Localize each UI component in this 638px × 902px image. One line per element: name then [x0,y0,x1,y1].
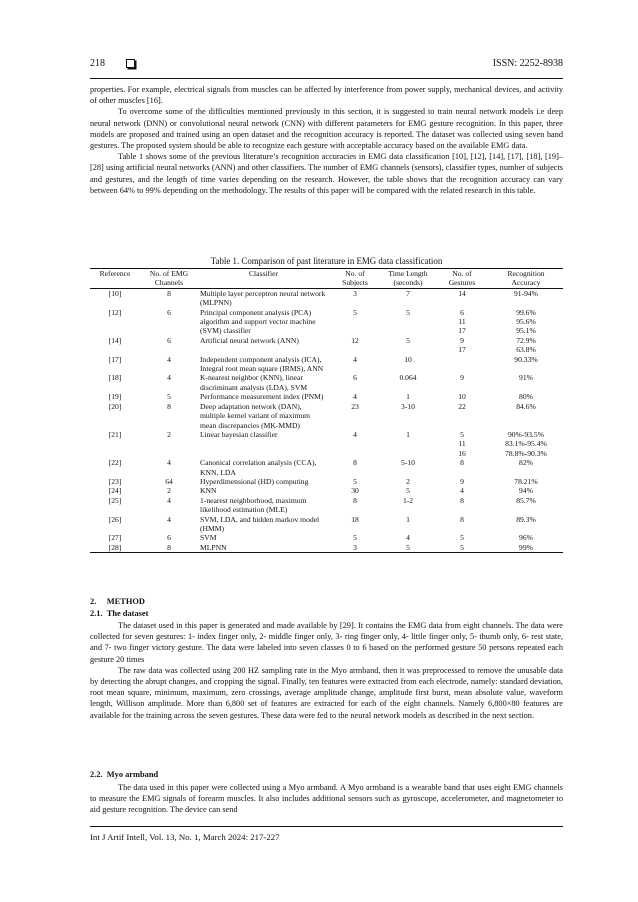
cell-channels: 5 [167,392,171,402]
table-row [90,430,563,458]
cell-gestures: 22 [458,401,466,411]
table-row [90,336,563,355]
cell-channels: 8 [140,543,198,553]
cell-subjects: 4 [353,429,357,439]
cell-classifier: Artificial neural network (ANN) [200,335,299,345]
cell-channels: 64 [165,476,173,486]
cell-subjects: 18 [351,514,359,524]
cell-gestures: 9 [460,373,464,383]
myo-text [90,782,563,816]
header-subjects: No. of Subjects [329,269,381,289]
cell-reference: [17] [108,354,122,364]
cell-accuracy: 96% [519,533,533,543]
cell-subjects: 3 [353,288,357,298]
table-row [90,308,563,336]
cell-time-length: 5 [406,335,410,345]
cell-accuracy: 90%-93.5% 83.1%-95.4% 78.8%-90.3% [505,429,547,458]
page-number: 218 [90,58,105,69]
header-rule [90,78,563,79]
cell-accuracy: 80% [519,392,533,402]
cell-subjects: 5 [353,533,357,543]
footer-rule [90,826,563,827]
table-body [90,288,563,552]
cell-accuracy: 94% [519,486,533,496]
intro-paragraph-2: To overcome some of the difficulties mentioned previously in this section, it is suggested to train neural network models i.e deep neural network (DNN) or convolutional neural network (CNN) with different parameters for EMG gesture recognition. In this paper, three models are proposed and trained using an open dataset and the recognition accuracy is reported. The dataset was collected using seven hand gestures. The proposed system should be able to recognize each gesture with acceptable accuracy based on the available EMG data. [90,107,563,151]
cell-reference: [23] [108,476,122,486]
cell-channels: 8 [167,288,171,298]
cell-classifier: Canonical correlation analysis (CCA), KNN, LDA [200,458,317,477]
cell-channels: 4 [167,458,171,468]
intro-paragraph-1: properties. For example, electrical signals from muscles can be affected by interference from power supply, mechanical devices, and activity of other muscles [16]. [90,85,563,106]
table-row [90,355,563,374]
table-row [90,543,563,553]
table-row [90,477,563,486]
cell-subjects: 3 [329,543,381,553]
cell-gestures: 8 [460,514,464,524]
cell-reference: [12] [108,307,122,317]
cell-classifier: K-nearest neighbor (KNN), linear discriminant analysis (LDA), SVM [200,373,308,392]
cell-channels: 4 [167,514,171,524]
header-accuracy: Recognition Accuracy [489,269,563,289]
cell-accuracy: 89.3% [516,514,536,524]
table-header-row [90,269,563,289]
cell-reference: [20] [108,401,122,411]
cell-gestures [435,355,489,374]
cell-gestures: 8 [460,495,464,505]
table-row [90,496,563,515]
cell-accuracy: 91-94% [513,288,539,298]
cell-accuracy: 99.6% 95.6% 95.1% [516,307,536,336]
cell-time-length: 5 [406,486,410,496]
subsection-2-1-heading: 2.1. The dataset [90,609,149,618]
cell-subjects: 4 [353,354,357,364]
cell-accuracy: 99% [489,543,563,553]
cell-time-length: 1 [406,392,410,402]
cell-time-length: 4 [406,533,410,543]
cell-time-length: 1 [406,429,410,439]
cell-time-length: 2 [406,476,410,486]
cell-gestures: 9 [460,476,464,486]
table-row [90,288,563,307]
cell-classifier: Performance measurement index (PNM) [200,392,324,402]
cell-gestures: 5 [435,543,489,553]
cell-channels: 6 [167,307,171,317]
cell-channels: 4 [167,354,171,364]
cell-reference: [10] [108,288,122,298]
myo-paragraph-1: The data used in this paper were collected using a Myo armband. A Myo armband is a wearable band that uses eight EMG channels to measure the EMG signals of forearm muscles. It also includes additional sensors such as gyroscope, accelerometer, and magnetometer to aid gesture recognition. The device can send [90,783,563,815]
cell-time-length: 1-2 [402,495,414,505]
cell-channels: 6 [167,335,171,345]
journal-citation: Int J Artif Intell, Vol. 13, No. 1, March 2024: 217-227 [90,832,280,842]
cell-accuracy: 91% [519,373,533,383]
section-2-heading: 2. METHOD [90,597,145,606]
cell-classifier: SVM [200,533,217,543]
cell-gestures: 8 [460,458,464,468]
dataset-text [90,620,563,721]
cell-time-length: 3-10 [401,401,415,411]
cell-gestures: 10 [458,392,466,402]
subsection-2-2-heading: 2.2. Myo armband [90,770,159,779]
cell-time-length: 10 [404,354,412,364]
cell-time-length: 5 [381,543,435,553]
cell-classifier: MLPNN [198,543,329,553]
cell-accuracy: 85.7% [516,495,536,505]
cell-gestures: 5 11 16 [458,429,466,458]
cell-classifier: Deep adaptation network (DAN), multiple kernel variant of maximum mean discrepancies (MK-MMD) [200,401,311,430]
cell-accuracy: 82% [519,458,533,468]
cell-subjects: 5 [353,307,357,317]
cell-gestures: 14 [458,288,466,298]
cell-subjects: 23 [351,401,359,411]
issn: ISSN: 2252-8938 [492,58,563,69]
cell-subjects: 4 [353,392,357,402]
intro-text [90,84,563,196]
cell-subjects: 30 [351,486,359,496]
header-classifier: Classifier [198,269,329,289]
header-time-length: Time Length (seconds) [381,269,435,289]
cell-time-length: 0.064 [399,373,417,383]
running-header [90,58,563,74]
cell-subjects: 6 [353,373,357,383]
cell-classifier: Multiple layer perceptron neural network (MLPNN) [200,288,326,308]
cell-reference: [26] [108,514,122,524]
table-row [90,458,563,477]
dataset-paragraph-1: The dataset used in this paper is generated and made available by [29]. It contains the EMG data from eight channels. The data were collected for seven gestures: 1- index finger only, 2- middle finger only, 3- ring finger only, 4- little finger only, 5- thumb only, 6- rest state, and 7- two finger victory gesture. The data were labeled into seven classes 0 to 6 based on the performed gesture 50 persons repeated each gesture 20 times [90,621,563,664]
cell-channels: 4 [167,373,171,383]
cell-subjects: 8 [353,458,357,468]
cell-classifier: Principal component analysis (PCA) algorithm and support vector machine (SVM) classifier [200,307,316,336]
table-row [90,402,563,430]
cell-subjects: 8 [353,495,357,505]
header-gestures: No. of Gestures [435,269,489,289]
cell-time-length: 7 [406,288,410,298]
cell-reference: [25] [108,495,122,505]
cell-reference: [18] [108,373,122,383]
cell-classifier: KNN [200,486,217,496]
cell-gestures: 5 [460,533,464,543]
cell-classifier: Linear bayesian classifier [200,429,278,439]
cell-reference: [28] [90,543,140,553]
table-caption: Table 1. Comparison of past literature in EMG data classification [210,256,443,266]
cell-accuracy: 72.9% 63.8% [516,335,536,355]
cell-reference: [22] [108,458,122,468]
literature-table [90,268,563,553]
cell-reference: [19] [108,392,122,402]
cell-reference: [24] [108,486,122,496]
cell-classifier: SVM, LDA, and hidden markov model (HMM) [200,514,320,533]
header-channels: No. of EMG Channels [140,269,198,289]
cell-gestures: 4 [460,486,464,496]
table-row [90,486,563,495]
cell-accuracy: 84.6% [516,401,536,411]
table-row [90,515,563,534]
cell-classifier: 1-nearest neighborhood, maximum likelihood estimation (MLE) [200,495,307,515]
table-row [90,392,563,401]
cell-classifier: Independent component analysis (ICA), Integral root mean square (IRMS), ANN [200,354,324,374]
table-row [90,533,563,542]
square-icon [126,59,135,68]
cell-channels: 2 [167,486,171,496]
cell-channels: 2 [167,429,171,439]
table-row [90,373,563,392]
dataset-paragraph-2: The raw data was collected using 200 HZ sampling rate in the Myo armband, then it was preprocessed to remove the unusable data by detecting the abrupt changes, and cropping the signal. Finally, ten features were extracted from each electrode, namely: standard deviation, root mean square, minimum, maximum, zero crossings, average amplitude change, amplitude first burst, mean absolute value, waveform length, Willison amplitude. More than 6,800 set of features are extracted for each of the eight channels. Namely 6,800×80 features are available for the training across the seven gestures. These data were fed to the neural network models as described in the next section. [90,665,563,720]
cell-gestures: 9 17 [458,335,466,355]
cell-channels: 6 [167,533,171,543]
cell-channels: 4 [167,495,171,505]
cell-subjects: 12 [351,335,359,345]
cell-reference: [27] [108,533,122,543]
cell-classifier: Hyperdimensional (HD) computing [200,476,309,486]
cell-gestures: 6 11 17 [458,307,466,336]
cell-reference: [14] [108,335,122,345]
cell-reference: [21] [108,429,122,439]
header-reference: Reference [90,269,140,289]
cell-time-length: 5 [406,307,410,317]
cell-channels: 8 [167,401,171,411]
cell-accuracy: 78.21% [514,476,538,486]
cell-time-length: 5-10 [401,458,415,468]
cell-accuracy: 90.33% [514,354,538,364]
cell-time-length: 1 [406,514,410,524]
intro-paragraph-3: Table 1 shows some of the previous literature’s recognition accuracies in EMG data classification [10], [12], [14], [17], [18], [19]–[28] using artificial neural networks (ANN) and other classifiers. The number of EMG channels (sensors), classifier types, number of subjects and gestures, and the length of time varies depending on the research. However, the table shows that the recognition accuracy can vary between 64% to 99% depending on the methodology. The results of this paper will be compared with the related research in this table. [90,152,563,195]
cell-subjects: 5 [353,476,357,486]
